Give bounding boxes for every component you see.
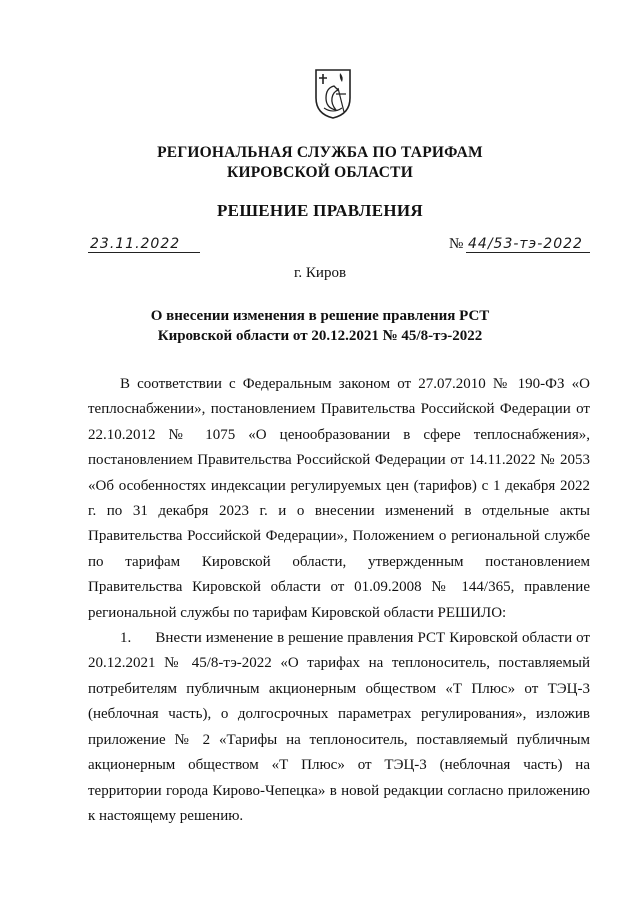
decision-body xyxy=(88,372,590,829)
number-label: № xyxy=(449,236,464,252)
subject-line1: О внесении изменения в решение правления РСТ xyxy=(150,308,490,324)
decision-title: РЕШЕНИЕ ПРАВЛЕНИЯ xyxy=(217,201,423,220)
subject-line2: Кировской области от 20.12.2021 № 45/8-тэ-2022 xyxy=(157,328,483,344)
decision-subject xyxy=(0,306,640,346)
decision-number: 44/53-тэ-2022 xyxy=(468,236,583,252)
body-paragraph-preamble: В соответствии с Федеральным законом от 27.07.2010 № 190-ФЗ «О теплоснабжении», постановлением Правительства Российской Федерации от 22.10.2012 № 1075 «О ценообразовании в сфере теплоснабжения», постановлением Правительства Российской Федерации от 14.11.2022 № 2053 «Об особенностях индексации регулируемых цен (тарифов) с 1 декабря 2022 г. по 31 декабря 2023 г. и о внесении изменений в отдельные акты Правительства Российской Федерации», Положением о региональной службе по тарифам Кировской области, утвержденным постановлением Правительства Кировской области от 01.09.2008 № 144/365, правление региональной службы по тарифам Кировской области РЕШИЛО: xyxy=(88,376,590,621)
decision-date: 23.11.2022 xyxy=(90,236,181,252)
city-name: г. Киров xyxy=(293,265,347,281)
body-paragraph-item-1: 1. Внести изменение в решение правления РСТ Кировской области от 20.12.2021 № 45/8-тэ-2022 «О тарифах на теплоноситель, поставляемый потребителям публичным акционерным обществом «Т Плюс» от ТЭЦ-3 (неблочная часть), о долгосрочных параметрах регулирования», изложив приложение № 2 «Тарифы на теплоноситель, поставляемый публичным акционерным обществом «Т Плюс» от ТЭЦ-3 (неблочная часть) на территории города Кирово-Чепецка» в новой редакции согласно приложению к настоящему решению. xyxy=(88,630,590,824)
kirov-coat-of-arms-icon xyxy=(314,68,352,120)
organization-name-line1: РЕГИОНАЛЬНАЯ СЛУЖБА ПО ТАРИФАМ xyxy=(157,144,483,161)
number-underline xyxy=(466,252,590,253)
date-underline xyxy=(88,252,200,253)
organization-name-line2: КИРОВСКОЙ ОБЛАСТИ xyxy=(227,164,413,181)
